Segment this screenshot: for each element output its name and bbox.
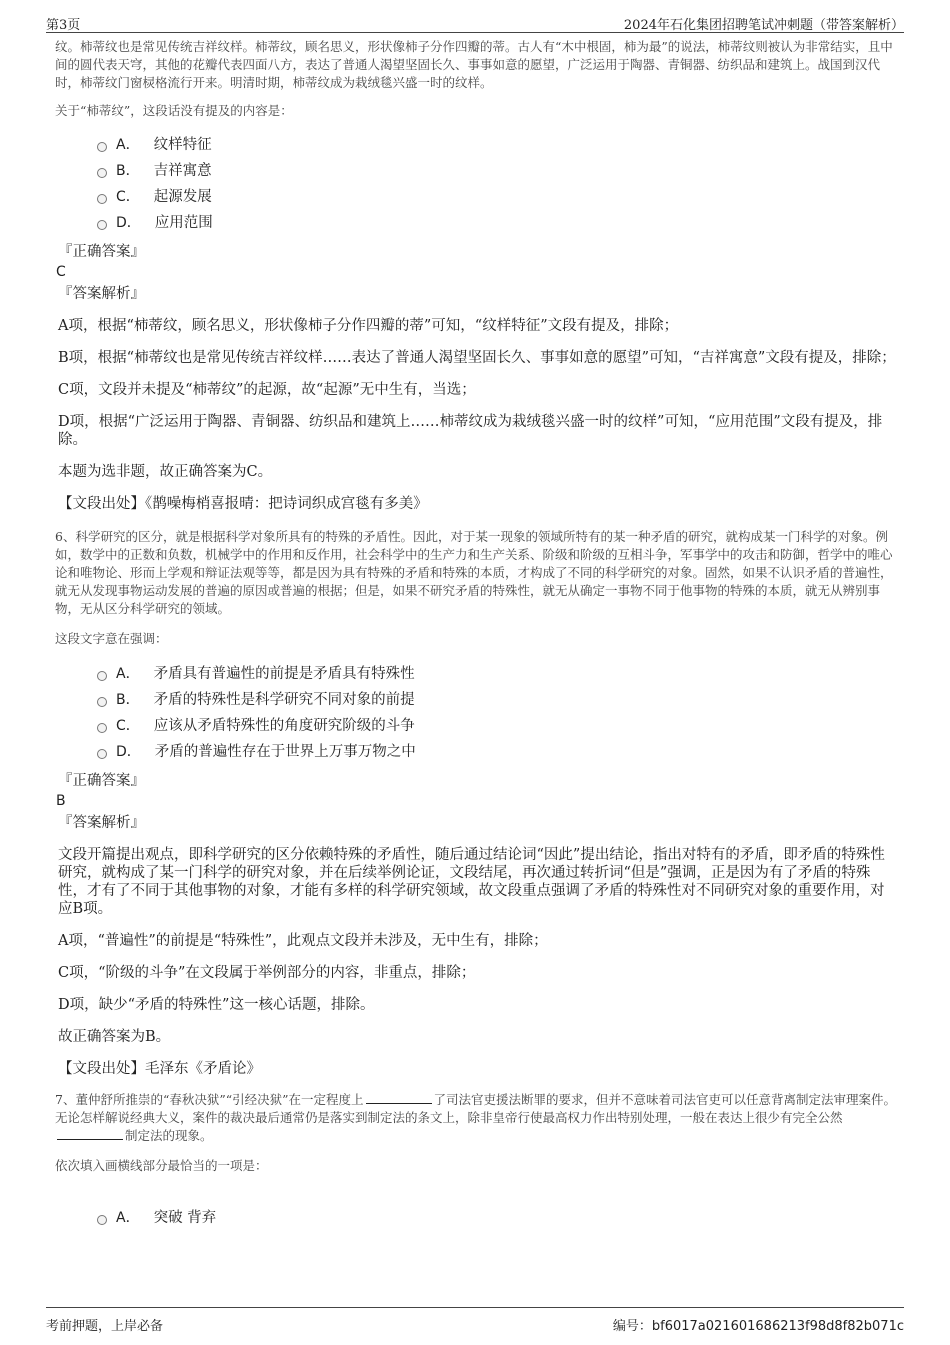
document-content <box>55 36 897 1231</box>
q5-options <box>55 132 897 236</box>
q6-prompt: 这段文字意在强调： <box>55 631 168 646</box>
page-number: 第3页 <box>46 18 81 33</box>
q6-answer-label: 『正确答案』 <box>58 773 145 789</box>
q5-source: 【文段出处】《鹊噪梅梢喜报晴：把诗词织成宫毯有多美》 <box>58 496 428 512</box>
q6-answer: B <box>56 793 66 809</box>
q6-option-c[interactable]: C． 应该从矛盾特殊性的角度研究阶级的斗争 <box>97 713 897 739</box>
q6-option-a[interactable]: A． 矛盾具有普遍性的前提是矛盾具有特殊性 <box>97 661 897 687</box>
q6-options <box>55 661 897 765</box>
q6-analysis-conclusion: 故正确答案为B。 <box>58 1029 171 1045</box>
q5-analysis-a: A项，根据“柿蒂纹，顾名思义，形状像柿子分作四瓣的蒂”可知，“纹样特征”文段有提及，排除； <box>58 318 679 334</box>
q6-analysis-c: C项，“阶级的斗争”在文段属于举例部分的内容，非重点，排除； <box>58 965 476 981</box>
document-title: 2024年石化集团招聘笔试冲刺题（带答案解析） <box>623 18 904 33</box>
radio-icon[interactable] <box>97 1215 107 1225</box>
radio-icon[interactable] <box>97 142 107 152</box>
q5-analysis-d: D项，根据“广泛运用于陶器、青铜器、纺织品和建筑上……柿蒂纹成为栽绒毯兴盛一时的纹样”可知，“应用范围”文段有提及，排除。 <box>58 414 883 448</box>
q5-option-c[interactable]: C． 起源发展 <box>97 184 897 210</box>
q5-analysis-label: 『答案解析』 <box>58 286 145 302</box>
page-footer <box>46 1307 904 1334</box>
q6-option-b[interactable]: B． 矛盾的特殊性是科学研究不同对象的前提 <box>97 687 897 713</box>
q5-analysis-c: C项，文段并未提及“柿蒂纹”的起源，故“起源”无中生有，当选； <box>58 382 476 398</box>
q6-passage: 6、科学研究的区分，就是根据科学对象所具有的特殊的矛盾性。因此，对于某一现象的领域所特有的某一种矛盾的研究，就构成某一门科学的对象。例如，数学中的正数和负数，机械学中的作用和反作用，社会科学中的生产力和生产关系、阶级和阶级的互相斗争，军事学中的攻击和防御，哲学中的唯心论和唯物论、形而上学观和辩证法观等等，都是因为具有特殊的矛盾和特殊的本质，才构成了不同的科学研究的对象。固然，如果不认识矛盾的普遍性，就无从发现事物运动发展的普遍的原因或普遍的根据；但是，如果不研究矛盾的特殊性，就无从确定一事物不同于他事物的特殊的本质，就无从辨别事物，无从区分科学研究的领域。 <box>55 529 893 616</box>
footer-slogan: 考前押题，上岸必备 <box>46 1319 164 1334</box>
q6-option-d[interactable]: D． 矛盾的普遍性存在于世界上万事万物之中 <box>97 739 897 765</box>
q5-answer: C <box>56 264 66 280</box>
q7-options <box>55 1205 897 1231</box>
q5-option-a[interactable]: A． 纹样特征 <box>97 132 897 158</box>
q6-analysis-summary: 文段开篇提出观点，即科学研究的区分依赖特殊的矛盾性，随后通过结论词“因此”提出结论，指出对特有的矛盾，即矛盾的特殊性研究，就构成了某一门科学的研究对象，并在后续举例论证，文段结尾，再次通过转折词“但是”强调，正是因为有了矛盾的特殊性，才有了不同于其他事物的对象，才能有多样的科学研究领域，故文段重点强调了矛盾的特殊性对不同研究对象的重要作用，对应B项。 <box>58 847 885 917</box>
q5-analysis-conclusion: 本题为选非题，故正确答案为C。 <box>58 464 273 480</box>
q5-option-b[interactable]: B． 吉祥寓意 <box>97 158 897 184</box>
page-header <box>46 10 904 33</box>
q6-source: 【文段出处】毛泽东《矛盾论》 <box>58 1061 261 1077</box>
radio-icon[interactable] <box>97 749 107 759</box>
blank-line-1 <box>366 1091 432 1104</box>
radio-icon[interactable] <box>97 671 107 681</box>
radio-icon[interactable] <box>97 220 107 230</box>
q7-prompt: 依次填入画横线部分最恰当的一项是： <box>55 1158 268 1173</box>
q7-option-a[interactable]: A． 突破 背弃 <box>97 1205 897 1231</box>
q5-prompt: 关于“柿蒂纹”，这段话没有提及的内容是： <box>55 103 293 118</box>
document-code: 编号：bf6017a021601686213f98d8f82b071c <box>612 1319 904 1334</box>
q5-option-d[interactable]: D． 应用范围 <box>97 210 897 236</box>
q5-analysis-b: B项，根据“柿蒂纹也是常见传统吉祥纹样……表达了普通人渴望坚固长久、事事如意的愿望”可知，“吉祥寓意”文段有提及，排除； <box>58 350 896 366</box>
q6-analysis-label: 『答案解析』 <box>58 815 145 831</box>
q5-answer-label: 『正确答案』 <box>58 244 145 260</box>
radio-icon[interactable] <box>97 723 107 733</box>
q7-passage: 7、董仲舒所推崇的“春秋决狱”“引经决狱”在一定程度上 了司法官吏援法断罪的要求，但并不意味着司法官吏可以任意背离制定法审理案件。无论怎样解说经典大义，案件的裁决最后通常仍是落实到制定法的条文上，除非皇帝行使最高权力作出特别处理，一般在表达上很少有完全公然制定法的现象。 <box>55 1092 897 1143</box>
q6-analysis-d: D项，缺少“矛盾的特殊性”这一核心话题，排除。 <box>58 997 375 1013</box>
radio-icon[interactable] <box>97 697 107 707</box>
radio-icon[interactable] <box>97 168 107 178</box>
radio-icon[interactable] <box>97 194 107 204</box>
q6-analysis-a: A项，“普遍性”的前提是“特殊性”，此观点文段并未涉及，无中生有，排除； <box>58 933 548 949</box>
q5-passage: 纹。柿蒂纹也是常见传统吉祥纹样。柿蒂纹，顾名思义，形状像柿子分作四瓣的蒂。古人有“木中根固，柿为最”的说法，柿蒂纹则被认为非常结实，且中间的圆代表天穹，其他的花瓣代表四面八方，表达了普通人渴望坚固长久、事事如意的愿望，广泛运用于陶器、青铜器、纺织品和建筑上。战国到汉代时，柿蒂纹门窗棂格流行开来。明清时期，柿蒂纹成为栽绒毯兴盛一时的纹样。 <box>55 39 893 90</box>
blank-line-2 <box>57 1127 123 1140</box>
